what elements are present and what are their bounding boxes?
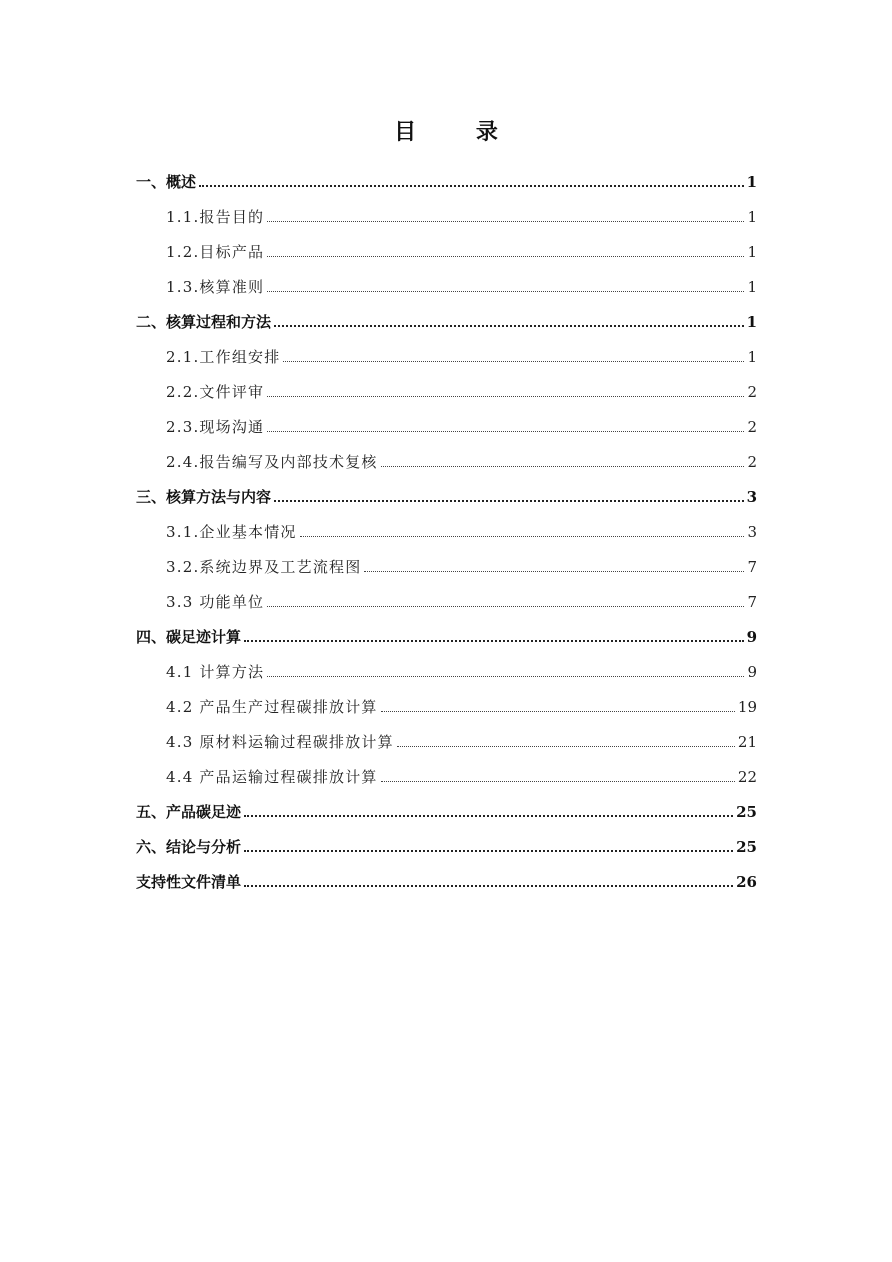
toc-page-number: 3 [746, 488, 757, 506]
toc-section-entry[interactable] [136, 822, 757, 857]
toc-entry-label: 2.3.现场沟通 [166, 418, 265, 436]
toc-page-number: 2 [747, 418, 757, 436]
toc-dot-leader [199, 184, 744, 187]
toc-entry-label: 3.3 功能单位 [166, 593, 265, 611]
toc-page-number: 21 [737, 733, 757, 751]
toc-dot-leader [283, 360, 744, 362]
toc-entry-label: 2.2.文件评审 [166, 383, 265, 401]
table-of-contents [136, 157, 757, 892]
toc-entry-label: 2.4.报告编写及内部技术复核 [166, 453, 378, 471]
toc-dot-leader [267, 430, 744, 432]
toc-dot-leader [381, 710, 735, 712]
toc-page-number: 25 [736, 838, 757, 856]
toc-dot-leader [364, 570, 744, 572]
toc-subsection-entry[interactable] [136, 577, 757, 612]
toc-entry-label: 五、产品碳足迹 [136, 803, 242, 821]
toc-page-number: 25 [736, 803, 757, 821]
toc-subsection-entry[interactable] [136, 367, 757, 402]
toc-subsection-entry[interactable] [136, 227, 757, 262]
toc-section-entry[interactable] [136, 612, 757, 647]
toc-section-entry[interactable] [136, 297, 757, 332]
toc-entry-label: 六、结论与分析 [136, 838, 242, 856]
toc-entry-label: 二、核算过程和方法 [136, 313, 272, 331]
toc-page-number: 1 [746, 313, 757, 331]
toc-entry-label: 一、概述 [136, 173, 197, 191]
toc-subsection-entry[interactable] [136, 752, 757, 787]
toc-entry-label: 3.1.企业基本情况 [166, 523, 297, 541]
toc-page-number: 7 [747, 593, 757, 611]
toc-dot-leader [267, 255, 744, 257]
toc-page-number: 26 [736, 873, 757, 891]
toc-subsection-entry[interactable] [136, 402, 757, 437]
toc-dot-leader [381, 465, 745, 467]
toc-page-number: 2 [747, 383, 757, 401]
toc-entry-label: 四、碳足迹计算 [136, 628, 242, 646]
toc-section-entry[interactable] [136, 787, 757, 822]
toc-entry-label: 3.2.系统边界及工艺流程图 [166, 558, 362, 576]
toc-dot-leader [244, 884, 733, 887]
toc-entry-label: 4.3 原材料运输过程碳排放计算 [166, 733, 394, 751]
toc-section-entry[interactable] [136, 472, 757, 507]
toc-dot-leader [274, 499, 744, 502]
page-title: 目 录 [394, 119, 524, 145]
toc-dot-leader [300, 535, 745, 537]
toc-dot-leader [267, 605, 744, 607]
toc-subsection-entry[interactable] [136, 682, 757, 717]
toc-subsection-entry[interactable] [136, 262, 757, 297]
toc-page-number: 22 [737, 768, 757, 786]
toc-entry-label: 2.1.工作组安排 [166, 348, 281, 366]
toc-dot-leader [267, 675, 744, 677]
toc-page-number: 9 [747, 663, 757, 681]
toc-page-number: 9 [746, 628, 757, 646]
toc-page-number: 1 [747, 278, 757, 296]
toc-page-number: 1 [746, 173, 757, 191]
toc-dot-leader [274, 324, 744, 327]
toc-dot-leader [267, 395, 744, 397]
toc-subsection-entry[interactable] [136, 542, 757, 577]
toc-entry-label: 4.4 产品运输过程碳排放计算 [166, 768, 378, 786]
toc-subsection-entry[interactable] [136, 647, 757, 682]
toc-page-number: 7 [747, 558, 757, 576]
toc-subsection-entry[interactable] [136, 332, 757, 367]
toc-section-entry[interactable] [136, 857, 757, 892]
toc-page-number: 19 [737, 698, 757, 716]
toc-entry-label: 4.2 产品生产过程碳排放计算 [166, 698, 378, 716]
toc-section-entry[interactable] [136, 157, 757, 192]
toc-entry-label: 1.2.目标产品 [166, 243, 265, 261]
toc-page-number: 1 [747, 348, 757, 366]
toc-dot-leader [244, 814, 733, 817]
toc-entry-label: 支持性文件清单 [136, 873, 242, 891]
toc-dot-leader [244, 849, 733, 852]
toc-dot-leader [267, 290, 744, 292]
toc-page-number: 1 [747, 208, 757, 226]
toc-subsection-entry[interactable] [136, 437, 757, 472]
toc-subsection-entry[interactable] [136, 192, 757, 227]
toc-page-number: 1 [747, 243, 757, 261]
toc-entry-label: 1.1.报告目的 [166, 208, 265, 226]
toc-page-number: 3 [747, 523, 757, 541]
toc-entry-label: 4.1 计算方法 [166, 663, 265, 681]
toc-subsection-entry[interactable] [136, 717, 757, 752]
toc-entry-label: 1.3.核算准则 [166, 278, 265, 296]
toc-entry-label: 三、核算方法与内容 [136, 488, 272, 506]
toc-dot-leader [397, 745, 735, 747]
toc-page-number: 2 [747, 453, 757, 471]
toc-dot-leader [381, 780, 735, 782]
toc-dot-leader [244, 639, 744, 642]
toc-dot-leader [267, 220, 744, 222]
toc-subsection-entry[interactable] [136, 507, 757, 542]
